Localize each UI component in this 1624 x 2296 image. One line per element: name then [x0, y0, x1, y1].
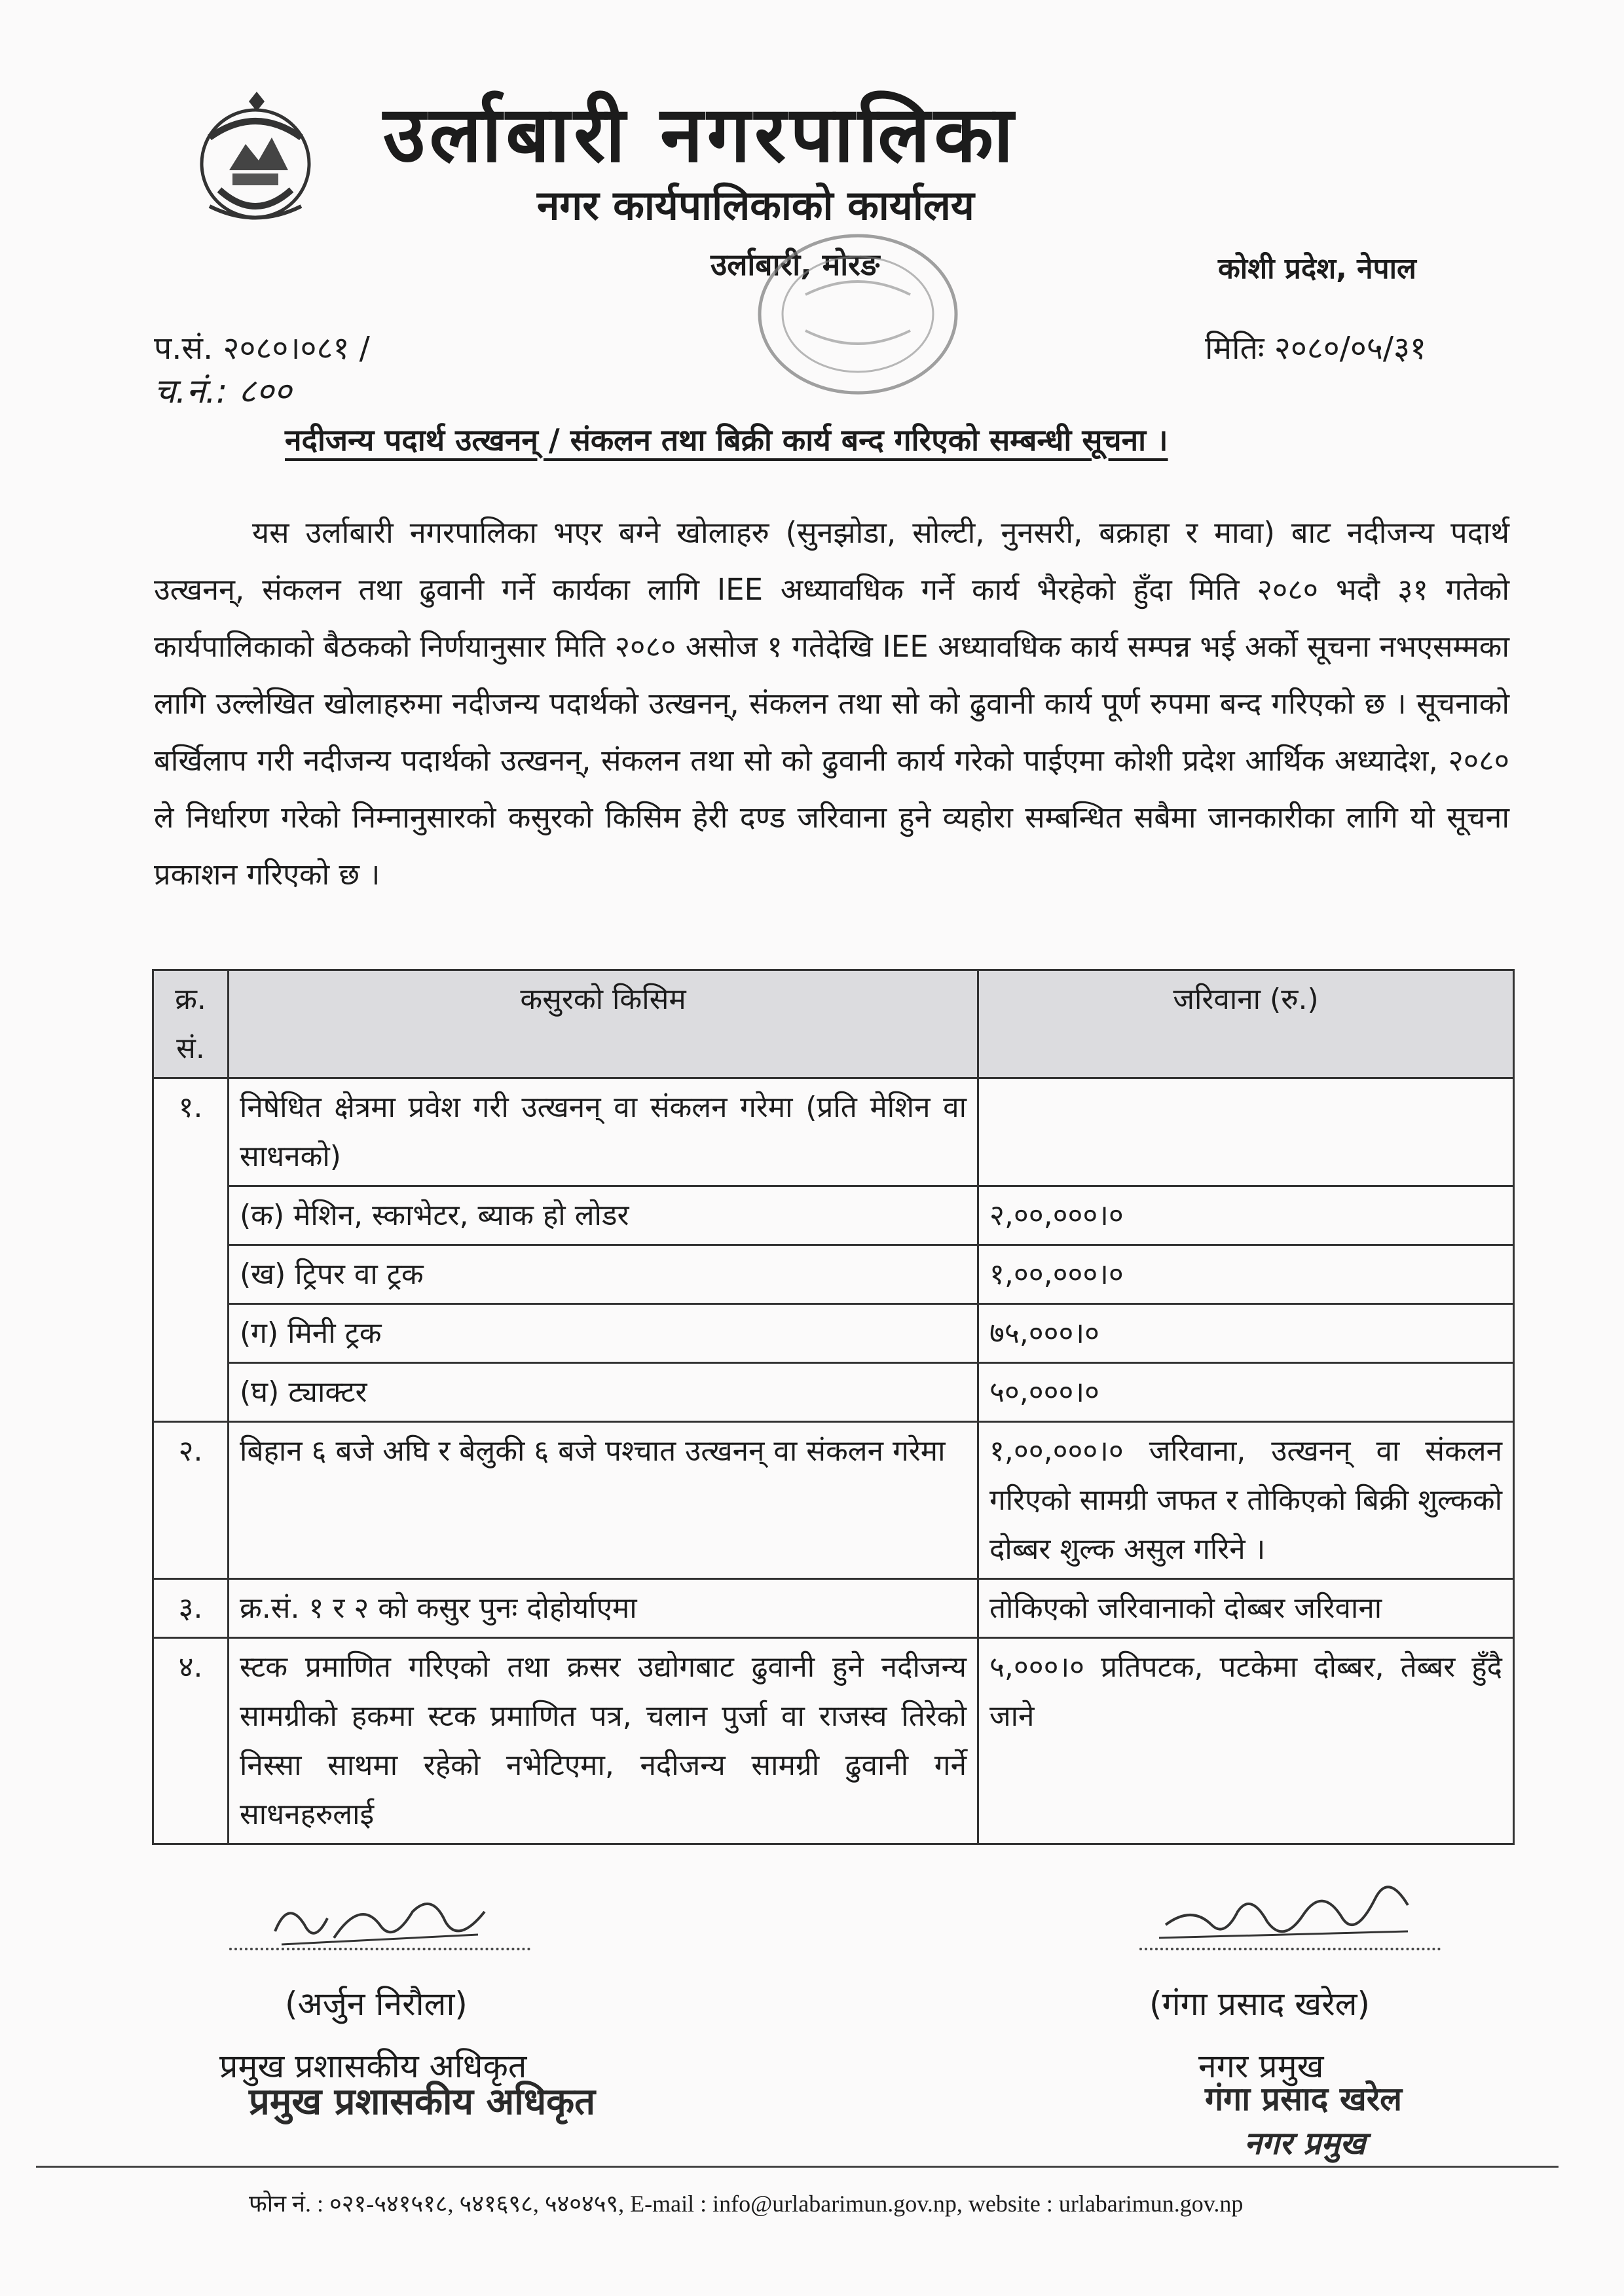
table-subrow — [153, 1363, 1514, 1422]
table-row — [153, 1422, 1514, 1579]
signature-left — [268, 1886, 491, 1964]
row-offense: बिहान ६ बजे अघि र बेलुकी ६ बजे पश्चात उत्खनन् वा संकलन गरेमा — [229, 1422, 978, 1579]
row-serial: ४. — [153, 1638, 229, 1844]
subrow-offense: (ग) मिनी ट्रक — [229, 1304, 978, 1363]
subrow-offense: (क) मेशिन, स्काभेटर, ब्याक हो लोडर — [229, 1186, 978, 1245]
row-fine: तोकिएको जरिवानाको दोब्बर जरिवाना — [978, 1579, 1514, 1638]
table-subrow — [153, 1304, 1514, 1363]
letter-date: मितिः २०८०/०५/३१ — [1205, 330, 1426, 367]
row-serial: १. — [153, 1078, 229, 1422]
table-subrow — [153, 1245, 1514, 1304]
row-offense: स्टक प्रमाणित गरिएको तथा क्रसर उद्योगबाट ढुवानी हुने नदीजन्य सामग्रीको हकमा स्टक प्रमाणित पत्र, चलान पुर्जा वा राजस्व तिरेको निस्सा साथमा रहेको नभेटिएमा, नदीजन्य सामग्री ढुवानी गर्ने साधनहरुलाई — [229, 1638, 978, 1844]
letter-reference-number: प.सं. २०८०।०८१ / — [154, 330, 370, 367]
signatory-left-stamp: प्रमुख प्रशासकीय अधिकृत — [249, 2081, 596, 2123]
signatory-right-title: नगर प्रमुख — [1198, 2047, 1324, 2085]
header-serial: क्र. सं. — [153, 970, 229, 1078]
footer-contact: फोन नं. : ०२१-५४१५१८, ५४१६९८, ५४०४५९, E-mail : info@urlabarimun.gov.np, website : urlabarimun.gov.np — [249, 2191, 1244, 2217]
row-fine: १,००,०००।० जरिवाना, उत्खनन् वा संकलन गरिएको सामग्री जफत र तोकिएको बिक्री शुल्कको दोब्बर शुल्क असुल गरिने । — [978, 1422, 1514, 1579]
header-fine: जरिवाना (रु.) — [978, 970, 1514, 1078]
notice-body: यस उर्लाबारी नगरपालिका भएर बग्ने खोलाहरु (सुनझोडा, सोल्टी, नुनसरी, बक्राहा र मावा) बाट नदीजन्य पदार्थ उत्खनन्, संकलन तथा ढुवानी गर्ने कार्यका लागि IEE अध्यावधिक गर्ने कार्य भैरहेको हुँदा मिति २०८० भदौ ३१ गतेको कार्यपालिकाको बैठकको निर्णयानुसार मिति २०८० असोज १ गतेदेखि IEE अध्यावधिक कार्य सम्पन्न भई अर्को सूचना नभएसम्मका लागि उल्लेखित खोलाहरुमा नदीजन्य पदार्थको उत्खनन्, संकलन तथा सो को ढुवानी कार्य पूर्ण रुपमा बन्द गरिएको छ । सूचनाको बर्खिलाप गरी नदीजन्य पदार्थको उत्खनन्, संकलन तथा सो को ढुवानी कार्य गरेको पाईएमा कोशी प्रदेश आर्थिक अध्यादेश, २०८० ले निर्धारण गरेको निम्नानुसारको कसुरको किसिम हेरी दण्ड जरिवाना हुने व्यहोरा सम्बन्धित सबैमा जानकारीका लागि यो सूचना प्रकाशन गरिएको छ । — [154, 515, 1509, 892]
row-offense: निषेधित क्षेत्रमा प्रवेश गरी उत्खनन् वा संकलन गरेमा (प्रति मेशिन वा साधनको) — [229, 1078, 978, 1186]
org-name: उर्लाबारी नगरपालिका — [383, 89, 1018, 179]
office-stamp — [733, 216, 982, 412]
subrow-offense: (घ) ट्याक्टर — [229, 1363, 978, 1422]
office-address: उर्लाबारी, मोरङ — [710, 247, 880, 282]
fine-table — [152, 969, 1515, 1845]
row-fine — [978, 1078, 1514, 1186]
table-header-row — [153, 970, 1514, 1078]
subrow-fine: ७५,०००।० — [978, 1304, 1514, 1363]
signatory-right-stamp-title: नगर प्रमुख — [1244, 2125, 1366, 2162]
subrow-fine: १,००,०००।० — [978, 1245, 1514, 1304]
signature-line-right — [1139, 1948, 1441, 1950]
subrow-offense: (ख) ट्रिपर वा ट्रक — [229, 1245, 978, 1304]
signature-line-left — [229, 1948, 530, 1950]
header-offense: कसुरको किसिम — [229, 970, 978, 1078]
dispatch-number: च.नं.: ८०० — [154, 372, 292, 411]
subrow-fine: ५०,०००।० — [978, 1363, 1514, 1422]
footer-divider — [36, 2166, 1559, 2168]
signature-right — [1153, 1859, 1414, 1958]
table-row — [153, 1078, 1514, 1186]
province: कोशी प्रदेश, नेपाल — [1218, 252, 1416, 285]
row-serial: ३. — [153, 1579, 229, 1638]
signatory-right-stamp-name: गंगा प्रसाद खरेल — [1205, 2080, 1403, 2118]
row-fine: ५,०००।० प्रतिपटक, पटकेमा दोब्बर, तेब्बर हुँदै जाने — [978, 1638, 1514, 1844]
row-serial: २. — [153, 1422, 229, 1579]
table-subrow — [153, 1186, 1514, 1245]
signatory-left-name: (अर्जुन निरौला) — [285, 1985, 468, 2023]
signatory-right-name: (गंगा प्रसाद खरेल) — [1149, 1985, 1371, 2023]
signatory-left-title: प्रमुख प्रशासकीय अधिकृत — [219, 2047, 527, 2085]
table-row — [153, 1579, 1514, 1638]
notice-subject: नदीजन्य पदार्थ उत्खनन् / संकलन तथा बिक्री कार्य बन्द गरिएको सम्बन्धी सूचना । — [285, 422, 1168, 458]
office-name: नगर कार्यपालिकाको कार्यालय — [537, 181, 974, 229]
emblem-logo — [183, 92, 327, 232]
row-offense: क्र.सं. १ र २ को कसुर पुनः दोहोर्याएमा — [229, 1579, 978, 1638]
table-row — [153, 1638, 1514, 1844]
subrow-fine: २,००,०००।० — [978, 1186, 1514, 1245]
